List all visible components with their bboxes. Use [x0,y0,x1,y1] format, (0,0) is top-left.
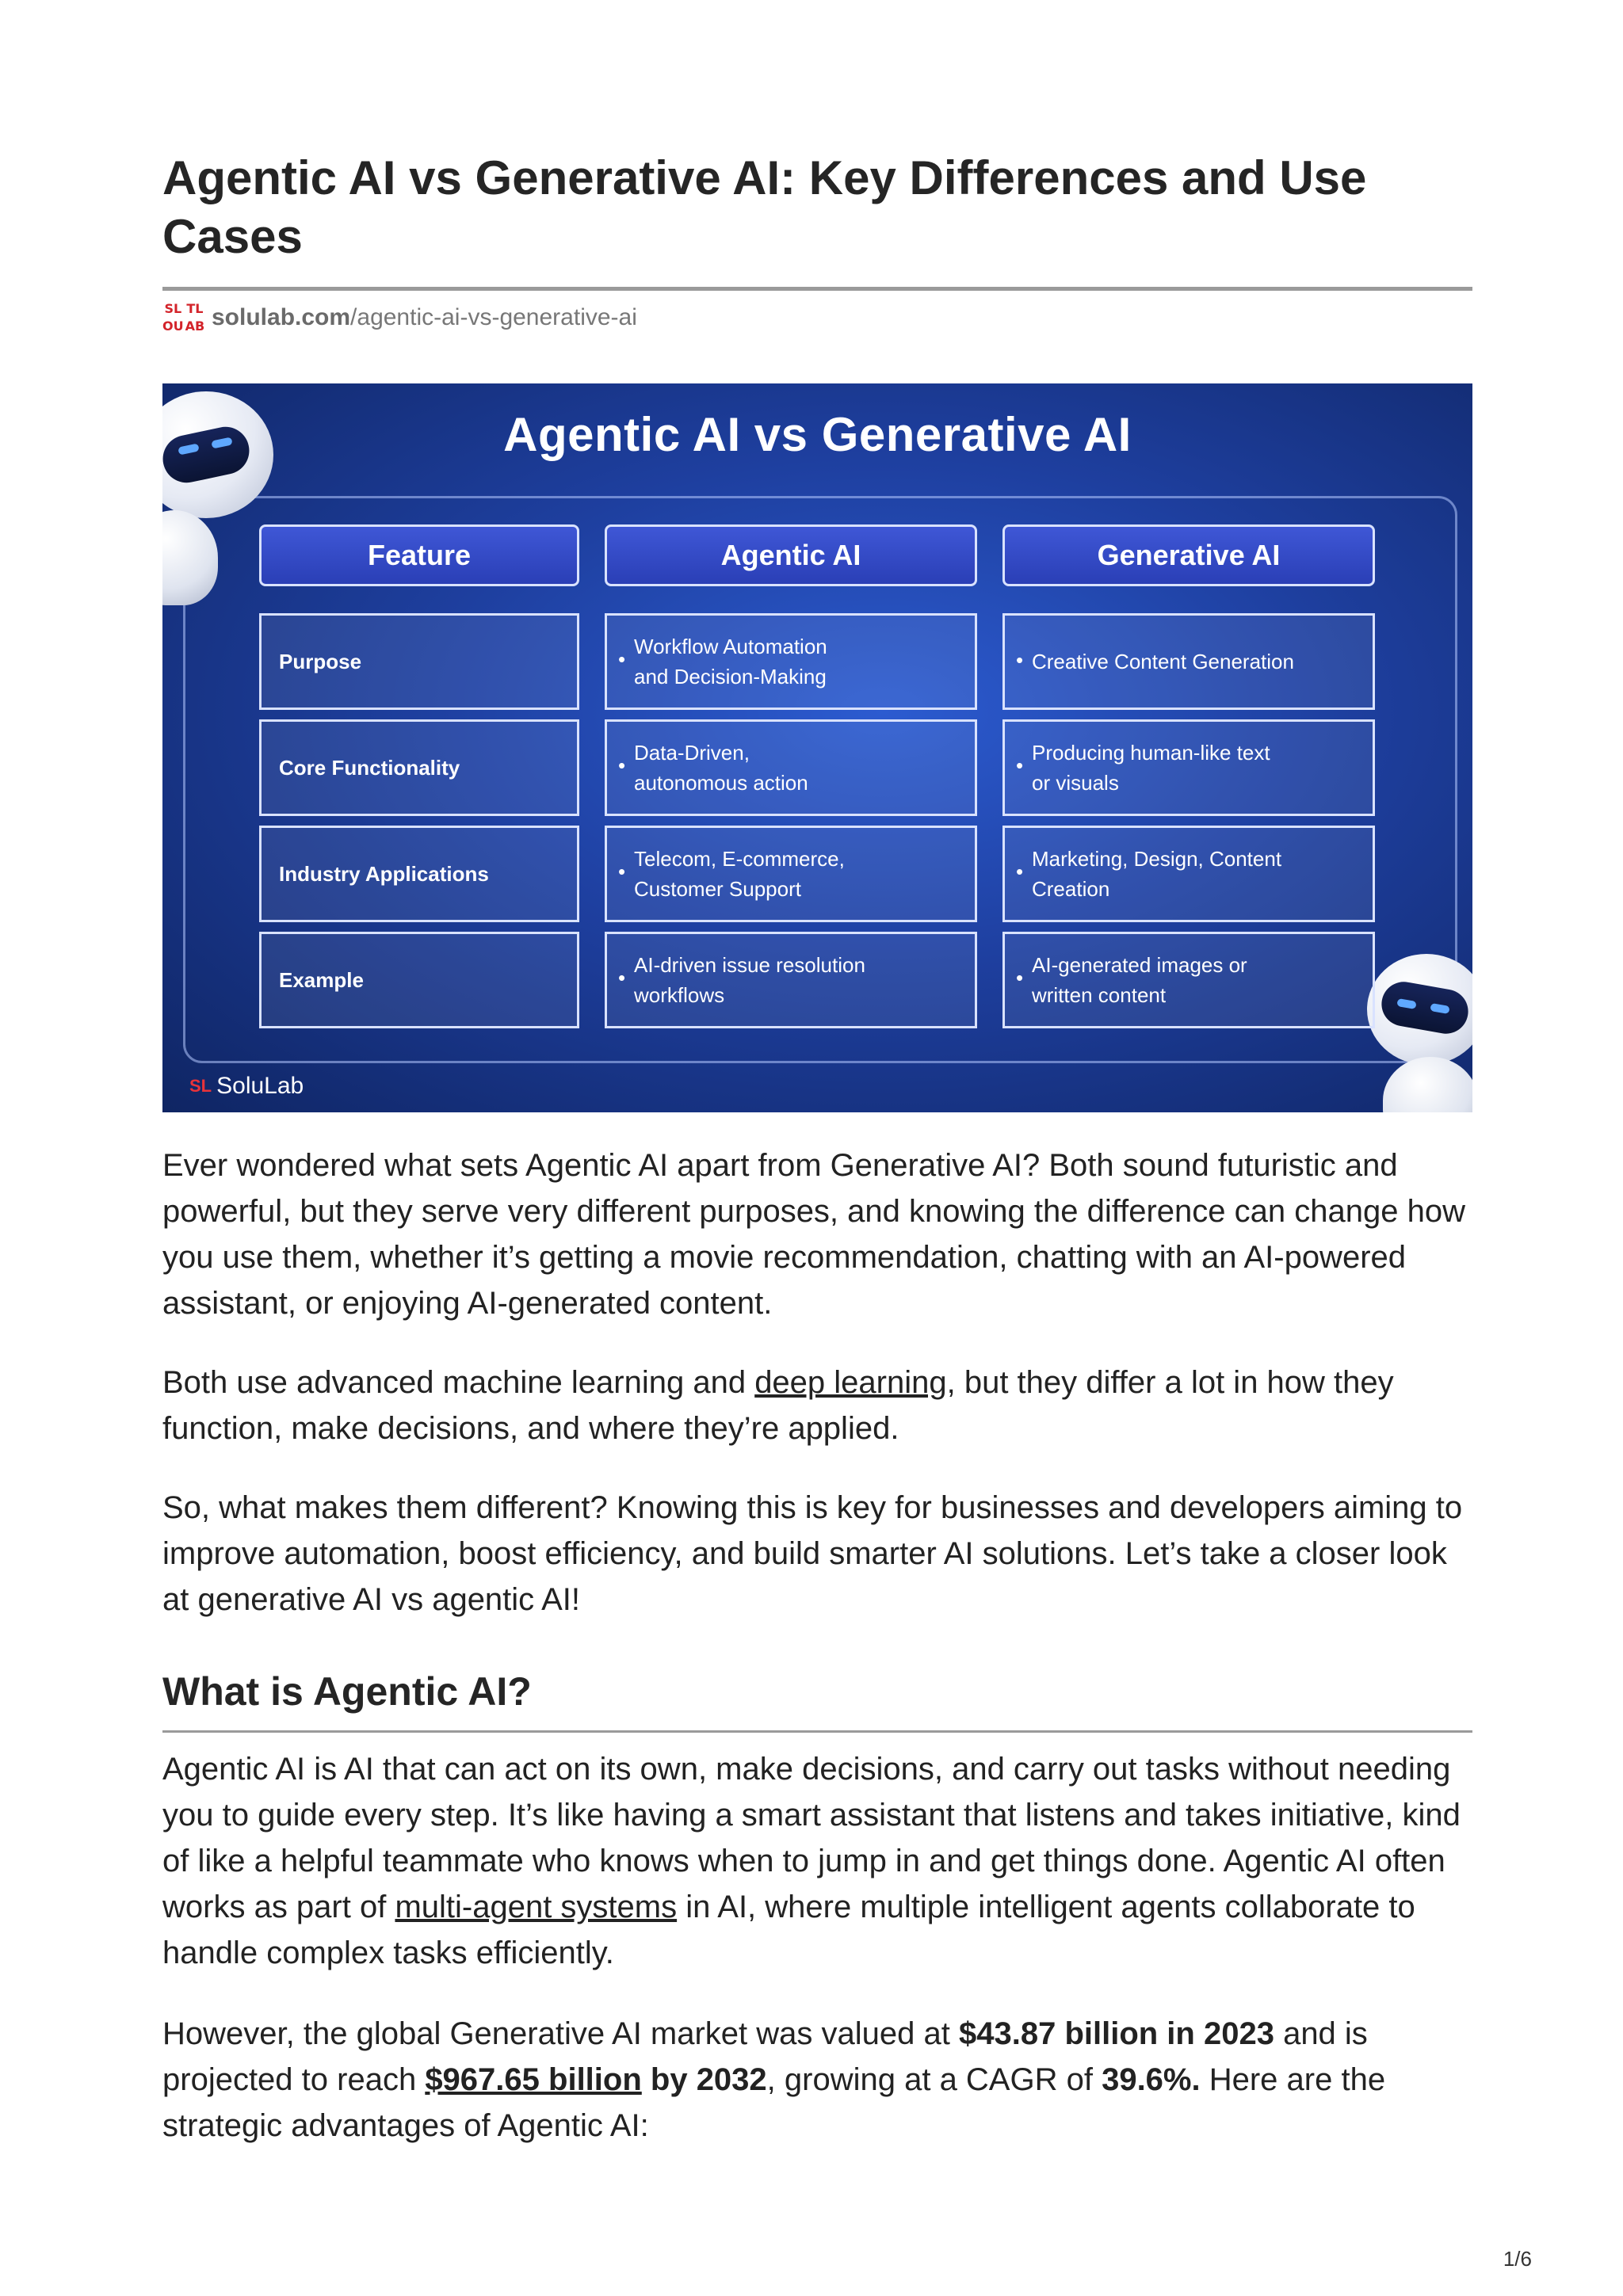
infographic-brand: SL SoluLab [189,1073,304,1099]
section-paragraph-1: Agentic AI is AI that can act on its own, make decisions, and carry out tasks without needing you to guide every step. It’s like having a smart assistant that listens and takes initiative, kind of like a helpful teammate who knows when to jump in and get things done. Agentic AI often works as part of multi-agent systems in AI, where multiple intelligent agents collaborate to handle complex tasks efficiently. [162,1752,1461,1970]
generative-cell-core-functionality: • Producing human-like text or visuals [1002,719,1375,816]
intro-paragraph-1: Ever wondered what sets Agentic AI apart from Generative AI? Both sound futuristic and powerful, but they serve very different purposes, and knowing the difference can change how you use them, whether it’s getting a movie recommendation, chatting with an AI-powered assistant, or enjoying AI-generated content. [162,1148,1465,1321]
intro-paragraph-2: Both use advanced machine learning and deep learning, but they differ a lot in how they function, make decisions, and where they’re applied. [162,1365,1394,1446]
agentic-cell-example: • AI-driven issue resolution workflows [605,932,977,1028]
header-agentic-ai: Agentic AI [605,524,977,586]
comparison-infographic [162,383,1472,1112]
solulab-logo-icon: SL TL OU AB [162,301,205,334]
source-url[interactable]: solulab.com/agentic-ai-vs-generative-ai [212,304,637,330]
infographic-title: Agentic AI vs Generative AI [503,408,1132,461]
feature-cell-purpose: Purpose [259,613,579,710]
market-projection-link[interactable]: $967.65 billion [425,2062,642,2097]
agentic-cell-core-functionality: • Data-Driven, autonomous action [605,719,977,816]
title-divider [162,287,1472,291]
agentic-cell-industry-applications: • Telecom, E-commerce, Customer Support [605,826,977,922]
multi-agent-systems-link[interactable]: multi-agent systems [395,1890,678,1924]
source-line [162,299,637,336]
header-feature: Feature [259,524,579,586]
generative-cell-purpose: • Creative Content Generation [1002,613,1375,710]
section-divider [162,1730,1472,1733]
intro-paragraph-3: So, what makes them different? Knowing this is key for businesses and developers aiming to improve automation, boost efficiency, and build smarter AI solutions. Let’s take a closer look at generative AI vs agentic AI! [162,1490,1463,1617]
section-heading-what-is-agentic-ai: What is Agentic AI? [162,1669,532,1714]
feature-cell-industry-applications: Industry Applications [259,826,579,922]
section-paragraph-2: However, the global Generative AI market was valued at $43.87 billion in 2023 and is projected to reach $967.65 billion by 2032, growing at a CAGR of 39.6%. Here are the strategic advantages of Agentic AI: [162,2016,1386,2143]
article-title: Agentic AI vs Generative AI: Key Differences and Use Cases [162,151,1367,263]
page-number: 1/6 [1503,2247,1532,2271]
generative-cell-industry-applications: • Marketing, Design, Content Creation [1002,826,1375,922]
header-generative-ai: Generative AI [1002,524,1375,586]
solulab-mark-icon: SL [189,1076,212,1096]
agentic-cell-purpose: • Workflow Automation and Decision-Making [605,613,977,710]
feature-cell-core-functionality: Core Functionality [259,719,579,816]
generative-cell-example: • AI-generated images or written content [1002,932,1375,1028]
feature-cell-example: Example [259,932,579,1028]
deep-learning-link[interactable]: deep learning [754,1365,947,1400]
